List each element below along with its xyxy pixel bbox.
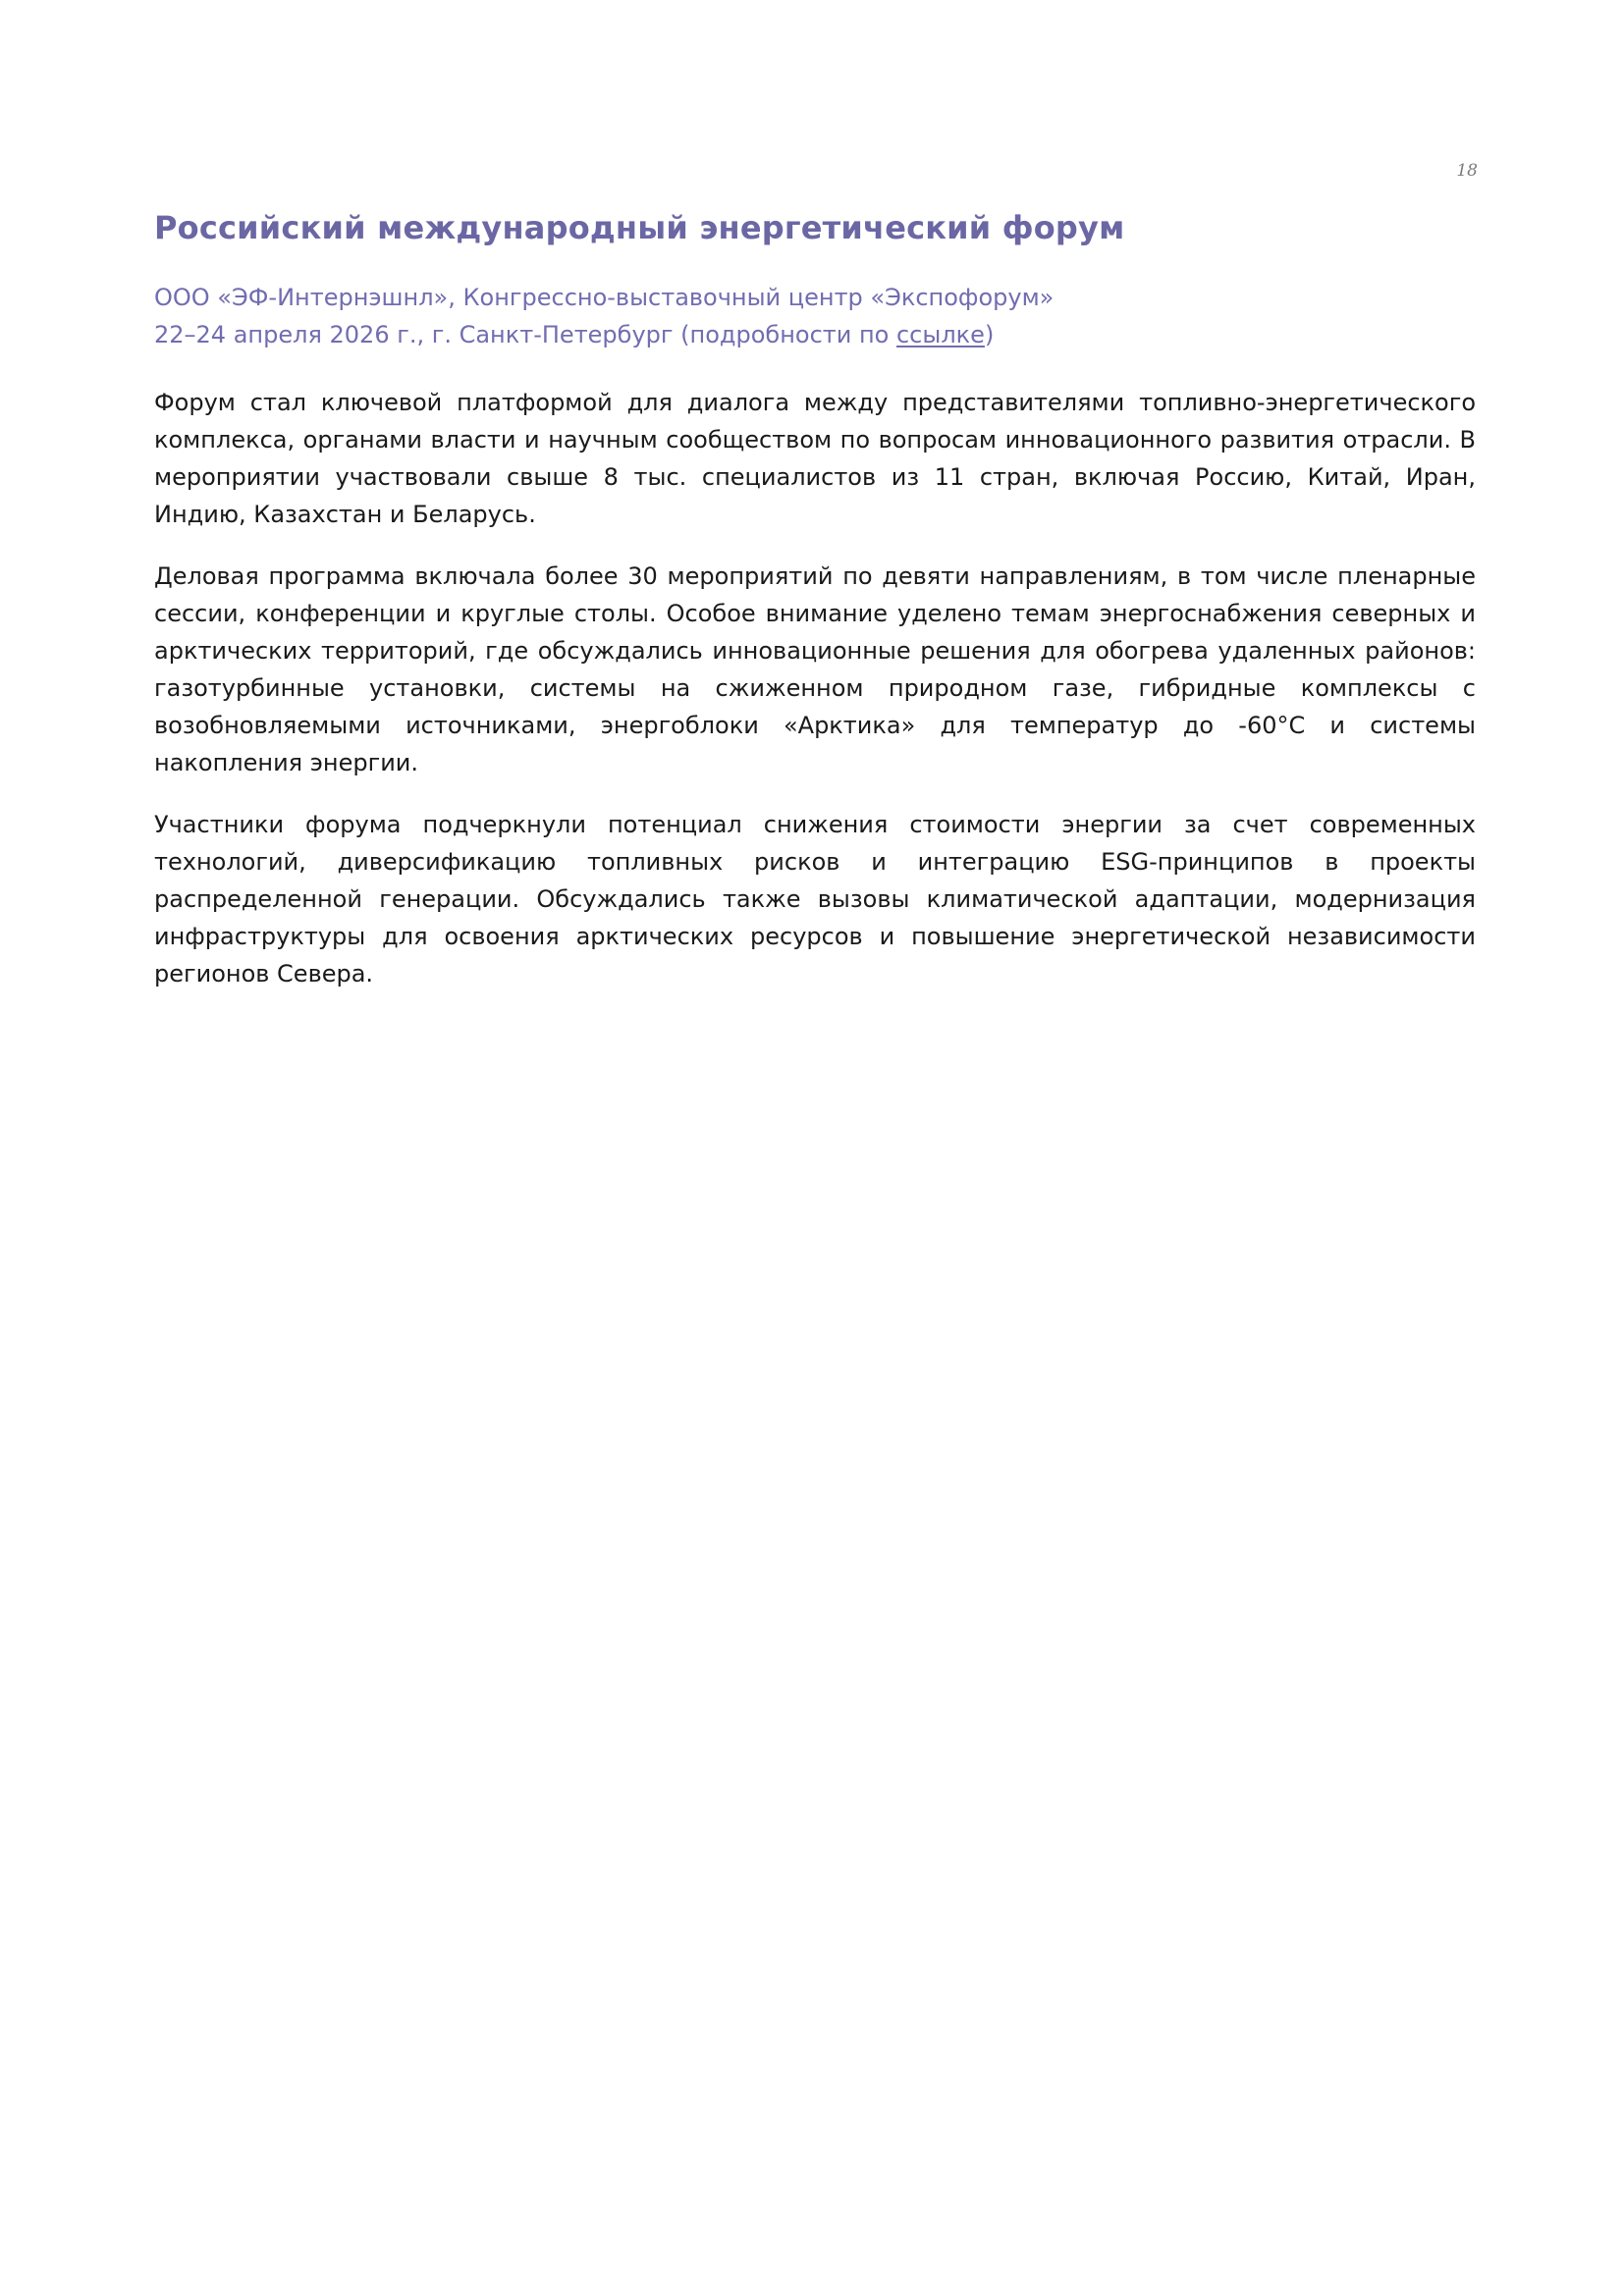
page-number: 18 — [1456, 161, 1478, 181]
details-link[interactable]: ссылке — [895, 321, 985, 348]
date-location-end: ) — [984, 321, 995, 348]
organizer-line: ООО «ЭФ-Интернэшнл», Конгрессно-выставочный центр «Экспофорум» — [154, 284, 1055, 311]
article — [154, 206, 1476, 992]
article-title: Российский международный энергетический форум — [154, 209, 1125, 246]
paragraph: Форум стал ключевой платформой для диалога между представителями топливно-энергетического комплекса, органами власти и научным сообществом по вопросам инновационного развития отрасли. В мероприятии участвовали свыше 8 тыс. специалистов из 11 стран, включая Россию, Китай, Иран, Индию, Казахстан и Беларусь. — [154, 389, 1476, 528]
paragraph: Деловая программа включала более 30 мероприятий по девяти направлениям, в том числе пленарные сессии, конференции и круглые столы. Особое внимание уделено темам энергоснабжения северных и арктических территорий, где обсуждались инновационные решения для обогрева удаленных районов: газотурбинные установки, системы на сжиженном природном газе, гибридные комплексы с возобновляемыми источниками, энергоблоки «Арктика» для температур до -60°C и системы накопления энергии. — [154, 562, 1476, 776]
article-meta — [154, 279, 1476, 353]
date-location-line — [154, 316, 1476, 353]
date-location-text: 22–24 апреля 2026 г., г. Санкт-Петербург (подробности по — [154, 321, 896, 348]
paragraph: Участники форума подчеркнули потенциал снижения стоимости энергии за счет современных технологий, диверсификацию топливных рисков и интеграцию ESG-принципов в проекты распределенной генерации. Обсуждались также вызовы климатической адаптации, модернизация инфраструктуры для освоения арктических ресурсов и повышение энергетической независимости регионов Севера. — [154, 811, 1476, 988]
article-body — [154, 384, 1476, 992]
